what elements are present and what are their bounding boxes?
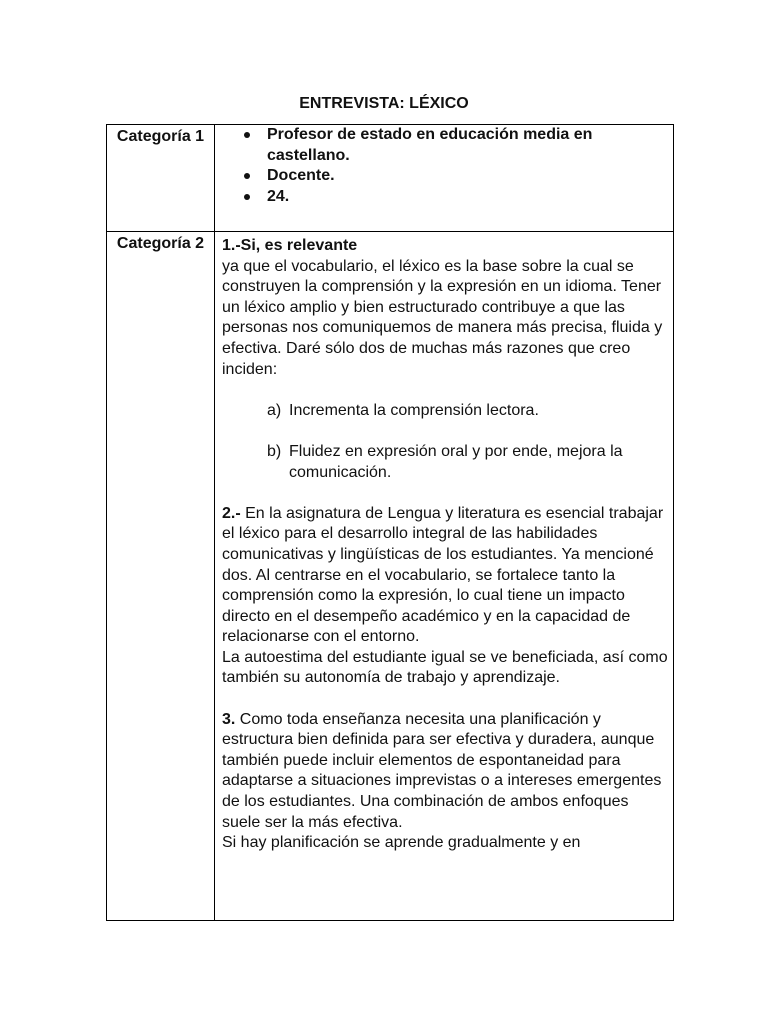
answer-3-number: 3. — [222, 710, 236, 728]
answer-2-number: 2.- — [222, 504, 241, 522]
table-row — [107, 232, 674, 921]
answer-2-text: 2.- En la asignatura de Lengua y literatura es esencial trabajar el léxico para el desarrollo integral de las habilidades comunicativas y lingüísticas de los estudiantes. Ya mencioné dos. Al centrarse en el vocabulario, se fortalece tanto la comprensión como la expresión, lo cual tiene un impacto directo en el desempeño académico y en la capacidad de relacionarse con el entorno. — [222, 504, 664, 646]
list-item: Profesor de estado en educación media en castellano. — [267, 125, 669, 166]
category-label: Categoría 2 — [107, 232, 215, 921]
list-marker: a) — [267, 401, 282, 419]
category-label: Categoría 1 — [107, 125, 215, 232]
answer-1-text: ya que el vocabulario, el léxico es la base sobre la cual se construyen la comprensión y la expresión en un idioma. Tener un léxico amplio y bien estructurado contribuye a que las personas nos comuniquemos de manera más precisa, fluida y efectiva. Daré sólo dos de muchas más razones que creo inciden: — [222, 257, 663, 378]
list-item-text: Incrementa la comprensión lectora. — [289, 401, 539, 419]
answer-2-text-continued: La autoestima del estudiante igual se ve beneficiada, así como también su autonomía de trabajo y aprendizaje. — [222, 648, 668, 687]
list-item: Docente. — [267, 166, 669, 187]
list-item-text: Fluidez en expresión oral y por ende, mejora la comunicación. — [289, 442, 623, 481]
answer-1-heading: 1.-Si, es relevante — [222, 237, 358, 254]
interview-table — [106, 124, 674, 921]
answer-3-text-continued: Si hay planificación se aprende gradualmente y en — [222, 834, 581, 852]
bullet-list — [222, 125, 669, 207]
list-item: 24. — [267, 187, 669, 208]
table-row — [107, 125, 674, 232]
category-content — [215, 125, 674, 232]
category-content — [215, 232, 674, 921]
list-item — [267, 401, 669, 422]
answer-3-text: 3. Como toda enseñanza necesita una planificación y estructura bien definida para ser efectiva y duradera, aunque también puede incluir elementos de espontaneidad para adaptarse a situaciones imprevistas o a intereses emergentes de los estudiantes. Una combinación de ambos enfoques suele ser la más efectiva. — [222, 710, 662, 831]
list-marker: b) — [267, 442, 282, 460]
reasons-list — [222, 401, 669, 483]
page-title: ENTREVISTA: LÉXICO — [299, 95, 469, 112]
list-item — [267, 442, 669, 483]
